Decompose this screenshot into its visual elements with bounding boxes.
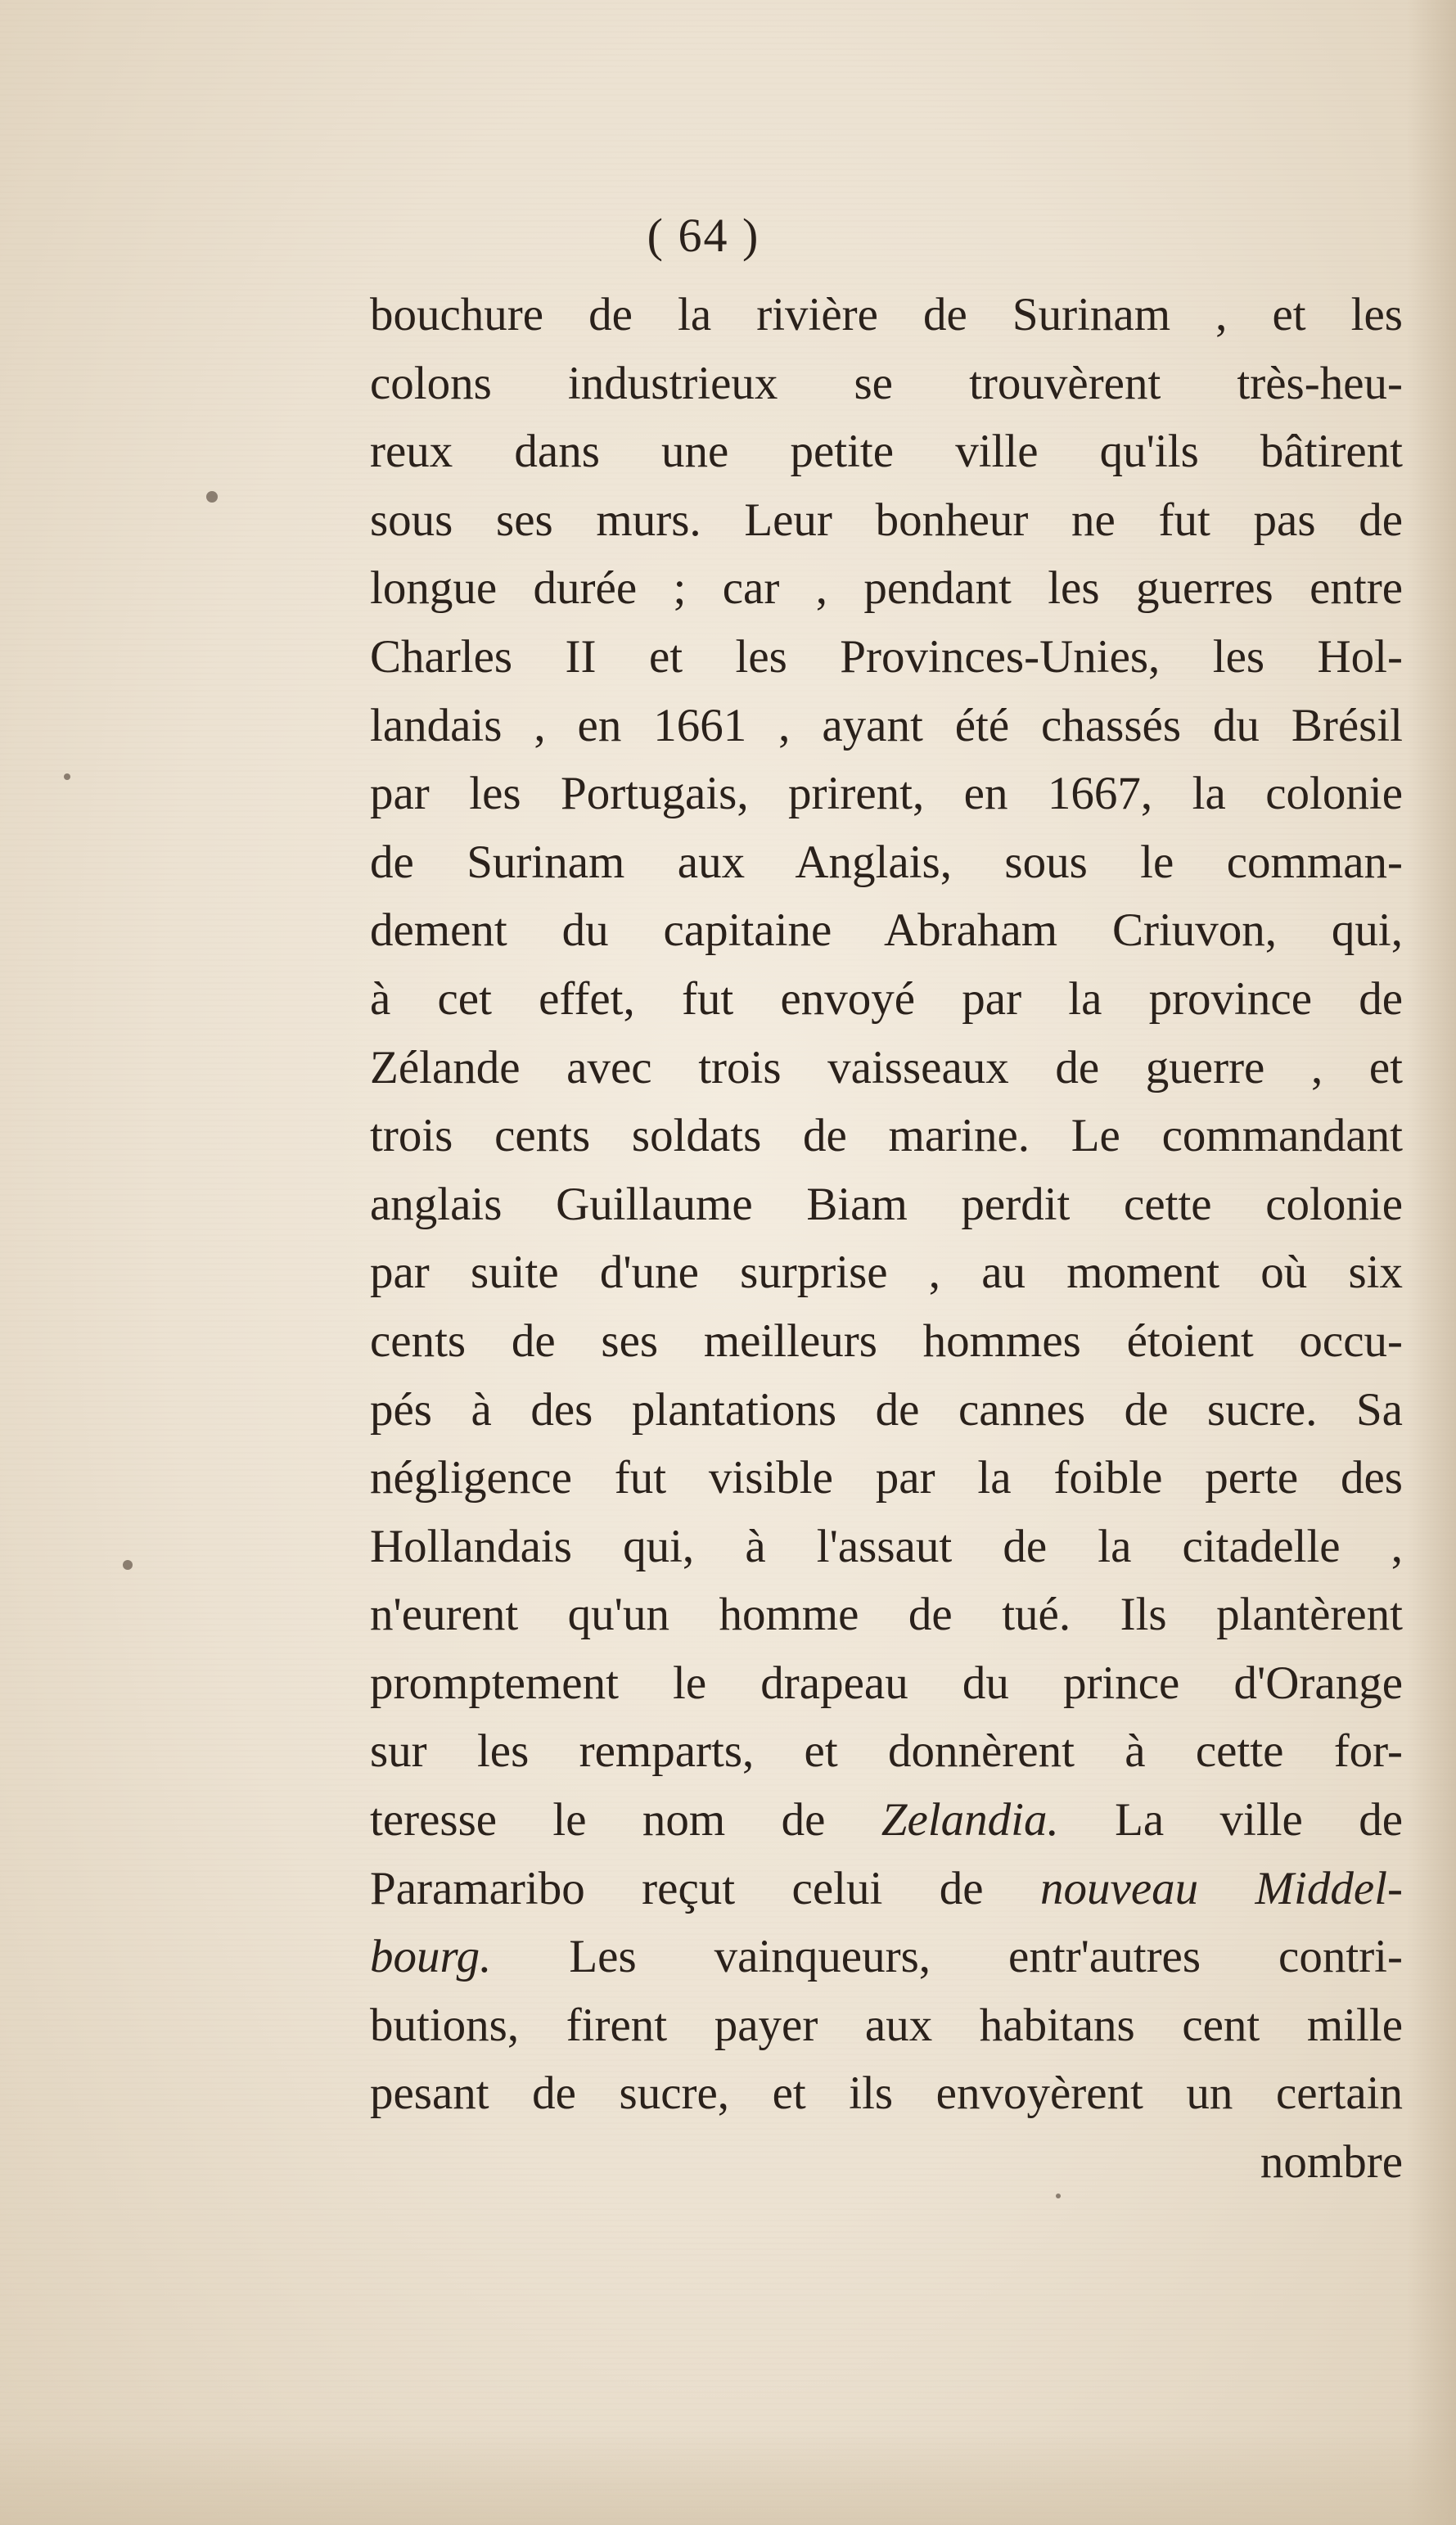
text-line: Charles II et les Provinces-Unies, les Hol- [370, 630, 1403, 683]
text-line: Hollandais qui, à l'assaut de la citadelle , [370, 1520, 1403, 1572]
page-edge-shadow-bottom [0, 2427, 1456, 2525]
text-line: anglais Guillaume Biam perdit cette colonie [370, 1178, 1403, 1230]
text-line: butions, firent payer aux habitans cent mille [370, 1999, 1403, 2051]
text-line: négligence fut visible par la foible perte des [370, 1452, 1403, 1504]
text-line: reux dans une petite ville qu'ils bâtirent [370, 426, 1403, 478]
text-line: sous ses murs. Leur bonheur ne fut pas de [370, 494, 1403, 546]
page-edge-shadow-right [1407, 0, 1456, 2525]
text-line: trois cents soldats de marine. Le commandant [370, 1110, 1403, 1162]
text-line: sur les remparts, et donnèrent à cette for- [370, 1725, 1403, 1778]
text-line: pesant de sucre, et ils envoyèrent un certain [370, 2067, 1403, 2120]
text-line-with-italic [370, 1923, 1403, 1991]
text-line: de Surinam aux Anglais, sous le comman- [370, 836, 1403, 888]
text-line: par les Portugais, prirent, en 1667, la colonie [370, 768, 1403, 820]
foxing-spot [123, 1560, 133, 1570]
foxing-spot [64, 773, 70, 780]
text-line: pés à des plantations de cannes de sucre. Sa [370, 1383, 1403, 1436]
text-line: Zélande avec trois vaisseaux de guerre , et [370, 1041, 1403, 1093]
text-line: cents de ses meilleurs hommes étoient occu- [370, 1314, 1403, 1367]
italic-place-name: nouveau Middel- [1040, 1862, 1403, 1914]
text-segment: Paramaribo reçut celui de [370, 1862, 984, 1914]
text-line: landais , en 1661 , ayant été chassés du Brésil [370, 699, 1403, 751]
catchword: nombre [1260, 2136, 1403, 2189]
text-segment: La ville de [1115, 1794, 1403, 1846]
text-line: dement du capitaine Abraham Criuvon, qui, [370, 904, 1403, 957]
text-line: n'eurent qu'un homme de tué. Ils plantèrent [370, 1589, 1403, 1641]
text-segment: teresse le nom de [370, 1794, 826, 1846]
italic-place-name: bourg. [370, 1931, 492, 1983]
text-line: à cet effet, fut envoyé par la province de [370, 972, 1403, 1025]
text-line: bouchure de la rivière de Surinam , et les [370, 289, 1403, 340]
text-line: longue durée ; car , pendant les guerres entre [370, 562, 1403, 615]
text-line: colons industrieux se trouvèrent très-heu- [370, 357, 1403, 409]
text-segment: Les vainqueurs, entr'autres contri- [491, 1931, 1403, 1983]
text-line: par suite d'une surprise , au moment où six [370, 1247, 1403, 1299]
body-text [370, 281, 1403, 2197]
text-line: promptement le drapeau du prince d'Orange [370, 1657, 1403, 1709]
text-line-with-italic [370, 1786, 1403, 1855]
italic-place-name: Zelandia. [881, 1794, 1059, 1846]
page-number: ( 64 ) [647, 209, 760, 262]
text-line-with-italic [370, 1855, 1403, 1923]
foxing-spot [206, 491, 218, 503]
